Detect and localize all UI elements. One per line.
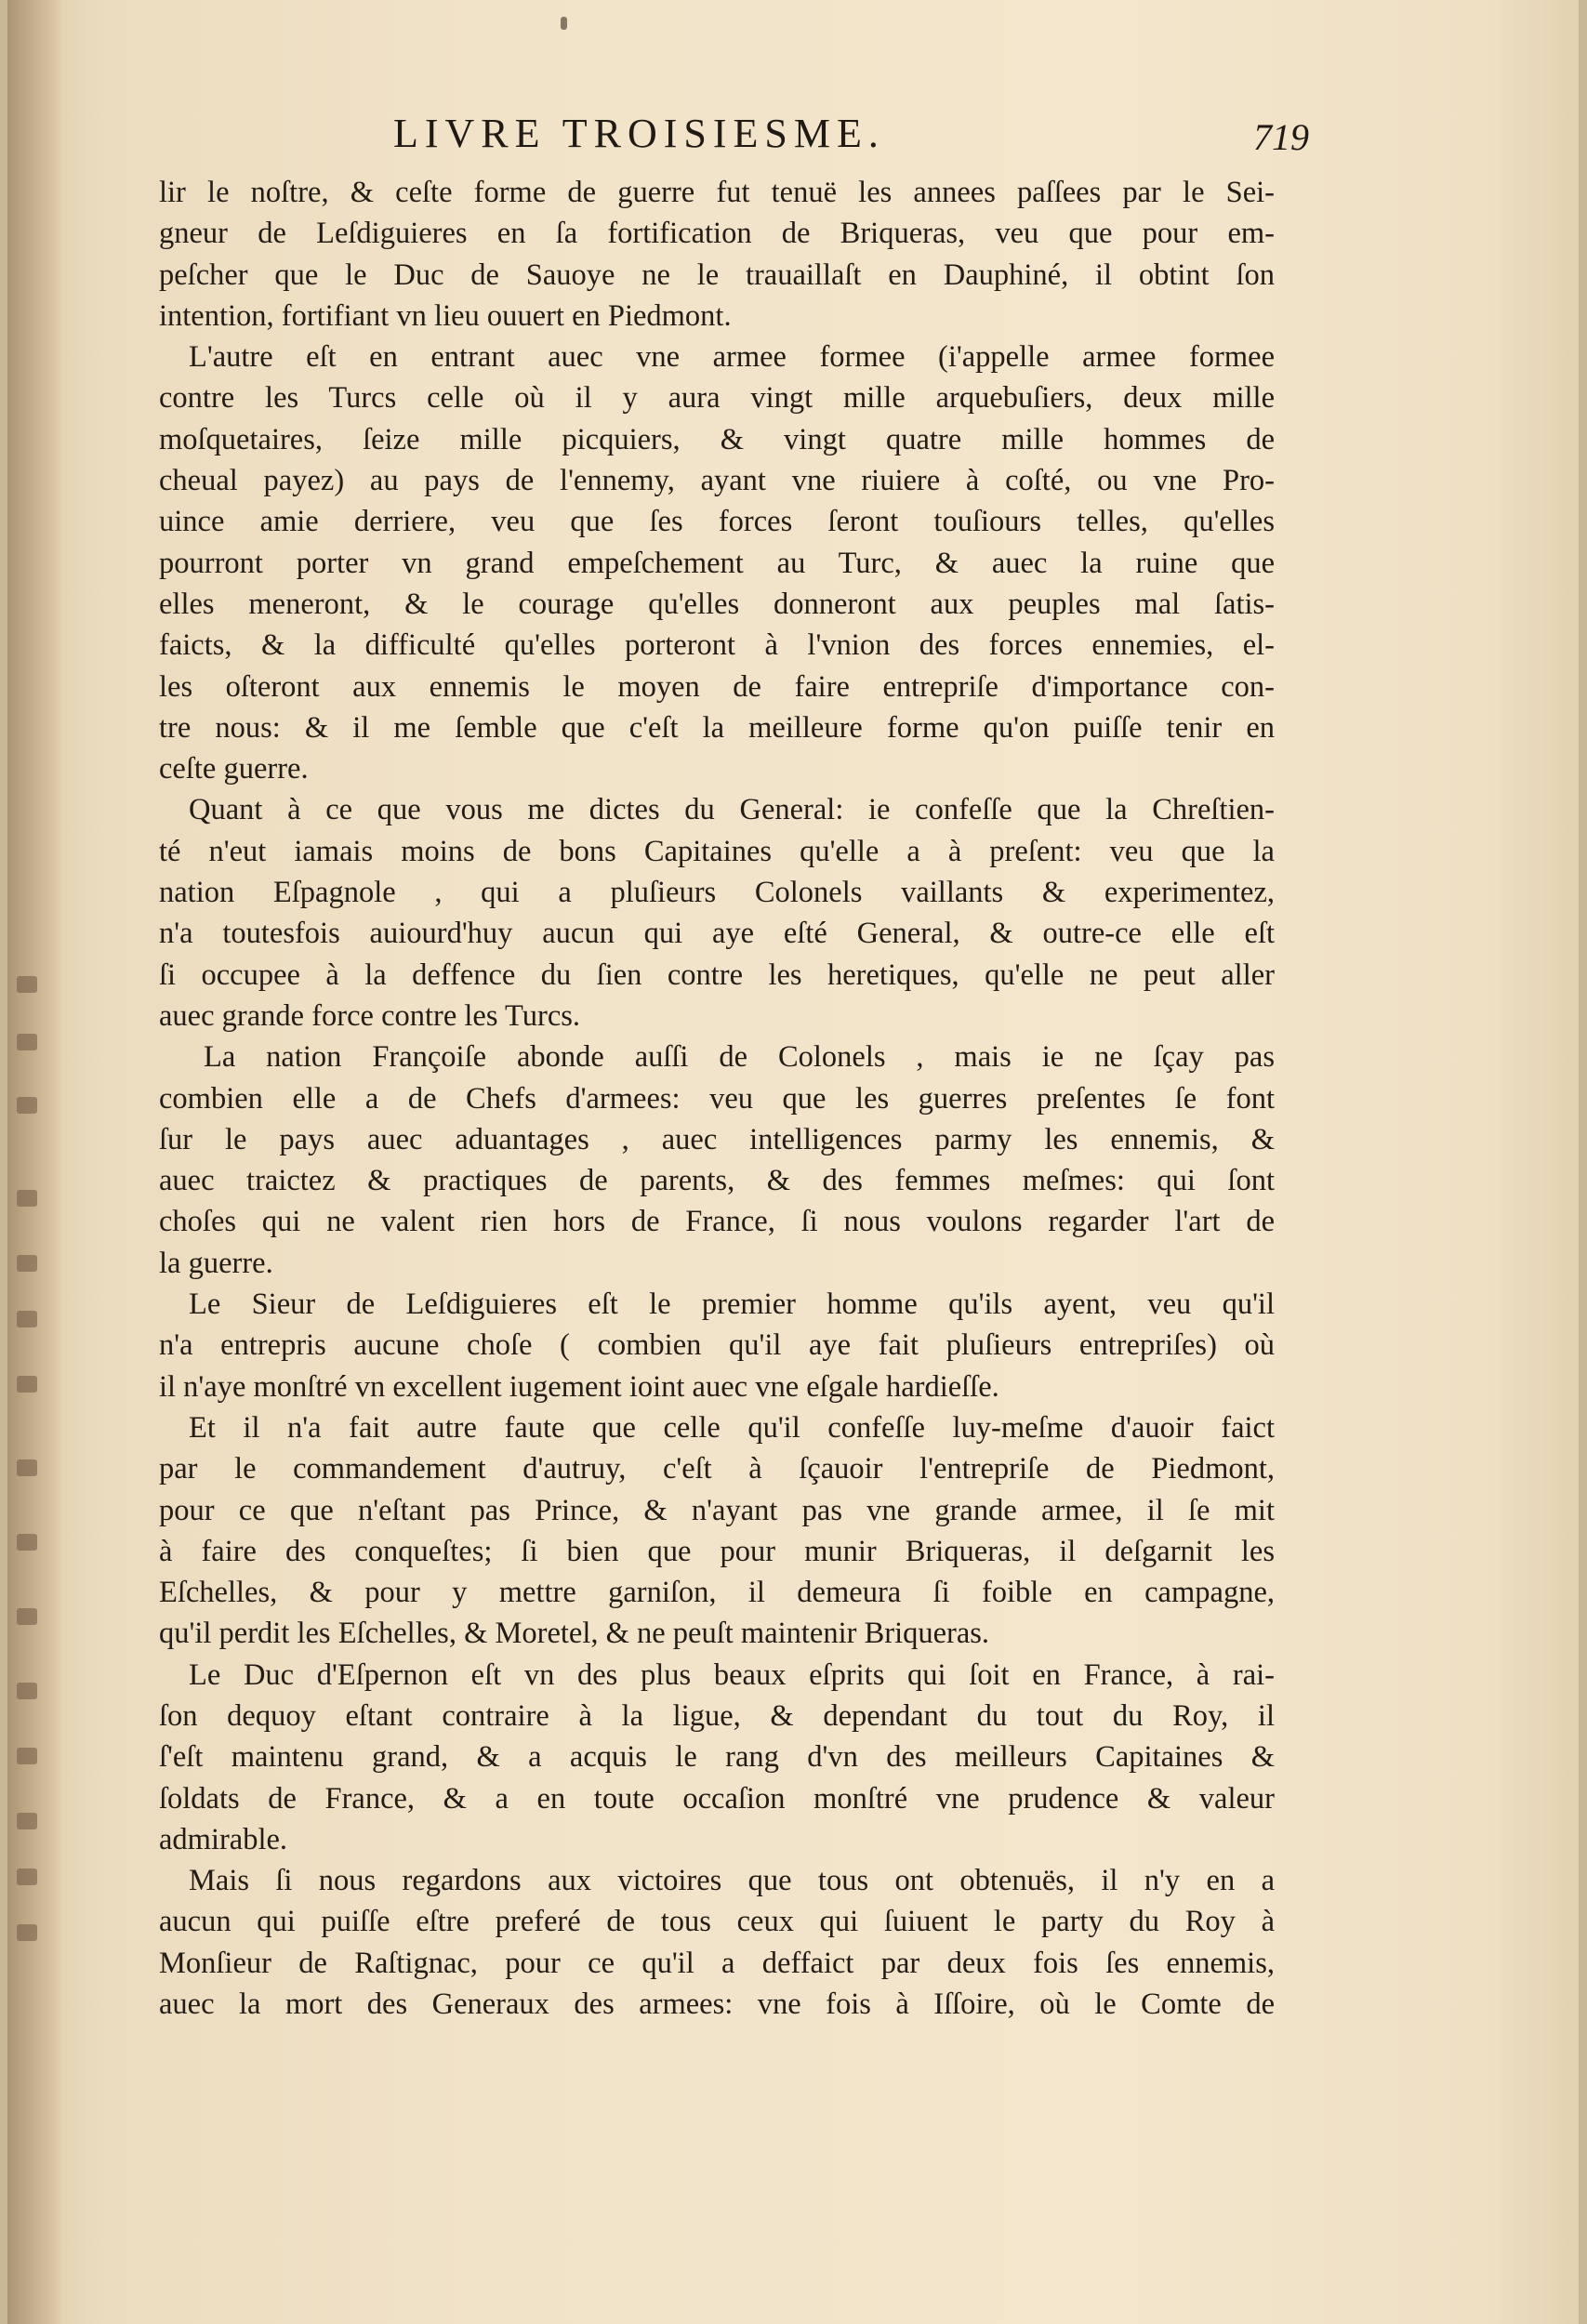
text-line: la guerre. xyxy=(159,1246,273,1280)
text-line: ſoldats de France, & a en toute occaſion monſtré vne prudence & valeur xyxy=(159,1781,1275,1816)
text-line: ſon dequoy eſtant contraire à la ligue, & dependant du tout du Roy, il xyxy=(159,1698,1275,1733)
text-line: auec grande force contre les Turcs. xyxy=(159,998,581,1033)
ink-speck xyxy=(561,17,567,30)
text-line: combien elle a de Chefs d'armees: veu que les guerres preſentes ſe font xyxy=(159,1081,1275,1116)
running-title: LIVRE TROISIESME. xyxy=(393,111,885,156)
text-line: n'a toutesfois auiourd'huy aucun qui aye eſté General, & outre-ce elle eſt xyxy=(159,917,1275,951)
text-line: ſur le pays auec aduantages , auec intelligences parmy les ennemis, & xyxy=(159,1122,1275,1156)
page-header xyxy=(156,110,1309,165)
text-line: qu'il perdit les Eſchelles, & Moretel, & ne peuſt maintenir Briqueras. xyxy=(159,1617,990,1651)
text-line: il n'aye monſtré vn excellent iugement ioint auec vne eſgale hardieſſe. xyxy=(159,1369,999,1404)
text-line: ceſte guerre. xyxy=(159,752,309,786)
text-line: La nation Françoiſe abonde auſſi de Colonels , mais ie ne ſçay pas xyxy=(204,1040,1275,1075)
text-line: faicts, & la difficulté qu'elles porteront à l'vnion des forces ennemies, el- xyxy=(159,628,1275,663)
page-number: 719 xyxy=(1253,116,1309,158)
text-line: Le Sieur de Leſdiguieres eſt le premier homme qu'ils ayent, veu qu'il xyxy=(189,1287,1275,1322)
text-line: té n'eut iamais moins de bons Capitaines qu'elle a à preſent: veu que la xyxy=(159,834,1275,868)
text-line: Mais ſi nous regardons aux victoires que tous ont obtenuës, il n'y en a xyxy=(189,1864,1275,1898)
facing-page-bleed-marks xyxy=(17,976,63,1999)
text-line: cheual payez) au pays de l'ennemy, ayant vne riuiere à coſté, ou vne Pro- xyxy=(159,464,1275,498)
text-line: moſquetaires, ſeize mille picquiers, & vingt quatre mille hommes de xyxy=(159,422,1275,456)
text-line: les oſteront aux ennemis le moyen de faire entrepriſe d'importance con- xyxy=(159,669,1275,704)
text-line: lir le noſtre, & ceſte forme de guerre fut tenuë les annees paſſees par le Sei- xyxy=(159,176,1275,209)
text-line: intention, fortifiant vn lieu ouuert en Piedmont. xyxy=(159,298,732,333)
text-line: elles meneront, & le courage qu'elles donneront aux peuples mal ſatis- xyxy=(159,587,1275,621)
text-line: choſes qui ne valent rien hors de France, ſi nous voulons regarder l'art de xyxy=(159,1205,1275,1239)
text-line: Le Duc d'Eſpernon eſt vn des plus beaux eſprits qui ſoit en France, à rai- xyxy=(189,1657,1275,1692)
text-line: à faire des conqueſtes; ſi bien que pour munir Briqueras, il deſgarnit les xyxy=(159,1534,1275,1568)
text-line: Quant à ce que vous me dictes du General: ie confeſſe que la Chreſtien- xyxy=(189,793,1275,827)
text-line: ſ'eſt maintenu grand, & a acquis le rang d'vn des meilleurs Capitaines & xyxy=(159,1740,1275,1775)
text-line: ſi occupee à la deffence du ſien contre les heretiques, qu'elle ne peut aller xyxy=(159,957,1275,992)
text-line: gneur de Leſdiguieres en ſa fortification de Briqueras, veu que pour em- xyxy=(159,217,1275,251)
text-line: auec traictez & practiques de parents, & des femmes meſmes: qui ſont xyxy=(159,1164,1275,1198)
text-line: aucun qui puiſſe eſtre preferé de tous ceux qui ſuiuent le party du Roy à xyxy=(159,1905,1275,1939)
text-line: uince amie derriere, veu que ſes forces ſeront touſiours telles, qu'elles xyxy=(159,505,1275,539)
text-line: auec la mort des Generaux des armees: vne fois à Iſſoire, où le Comte de xyxy=(159,1987,1275,2022)
text-line: n'a entrepris aucune choſe ( combien qu'il aye fait pluſieurs entrepriſes) où xyxy=(159,1328,1275,1363)
body-text xyxy=(159,172,1275,2025)
text-line: nation Eſpagnole , qui a pluſieurs Colonels vaillants & experimentez, xyxy=(159,876,1275,910)
text-line: contre les Turcs celle où il y aura vingt mille arquebuſiers, deux mille xyxy=(159,381,1275,416)
book-page xyxy=(7,0,1579,2324)
text-line: L'autre eſt en entrant auec vne armee formee (i'appelle armee formee xyxy=(189,340,1275,375)
text-line: peſcher que le Duc de Sauoye ne le trauaillaſt en Dauphiné, il obtint ſon xyxy=(159,257,1275,292)
text-line: tre nous: & il me ſemble que c'eſt la meilleure forme qu'on puiſſe tenir en xyxy=(159,710,1275,745)
text-line: par le commandement d'autruy, c'eſt à ſçauoir l'entrepriſe de Piedmont, xyxy=(159,1452,1275,1486)
text-line: pour ce que n'eſtant pas Prince, & n'ayant pas vne grande armee, il ſe mit xyxy=(159,1493,1275,1527)
text-line: Monſieur de Raſtignac, pour ce qu'il a deffaict par deux fois ſes ennemis, xyxy=(159,1946,1275,1980)
text-line: Et il n'a fait autre faute que celle qu'il confeſſe luy-meſme d'auoir faict xyxy=(189,1410,1275,1445)
text-line: pourront porter vn grand empeſchement au Turc, & auec la ruine que xyxy=(159,546,1275,580)
text-line: admirable. xyxy=(159,1822,288,1856)
text-line: Eſchelles, & pour y mettre garniſon, il demeura ſi foible en campagne, xyxy=(159,1576,1275,1610)
